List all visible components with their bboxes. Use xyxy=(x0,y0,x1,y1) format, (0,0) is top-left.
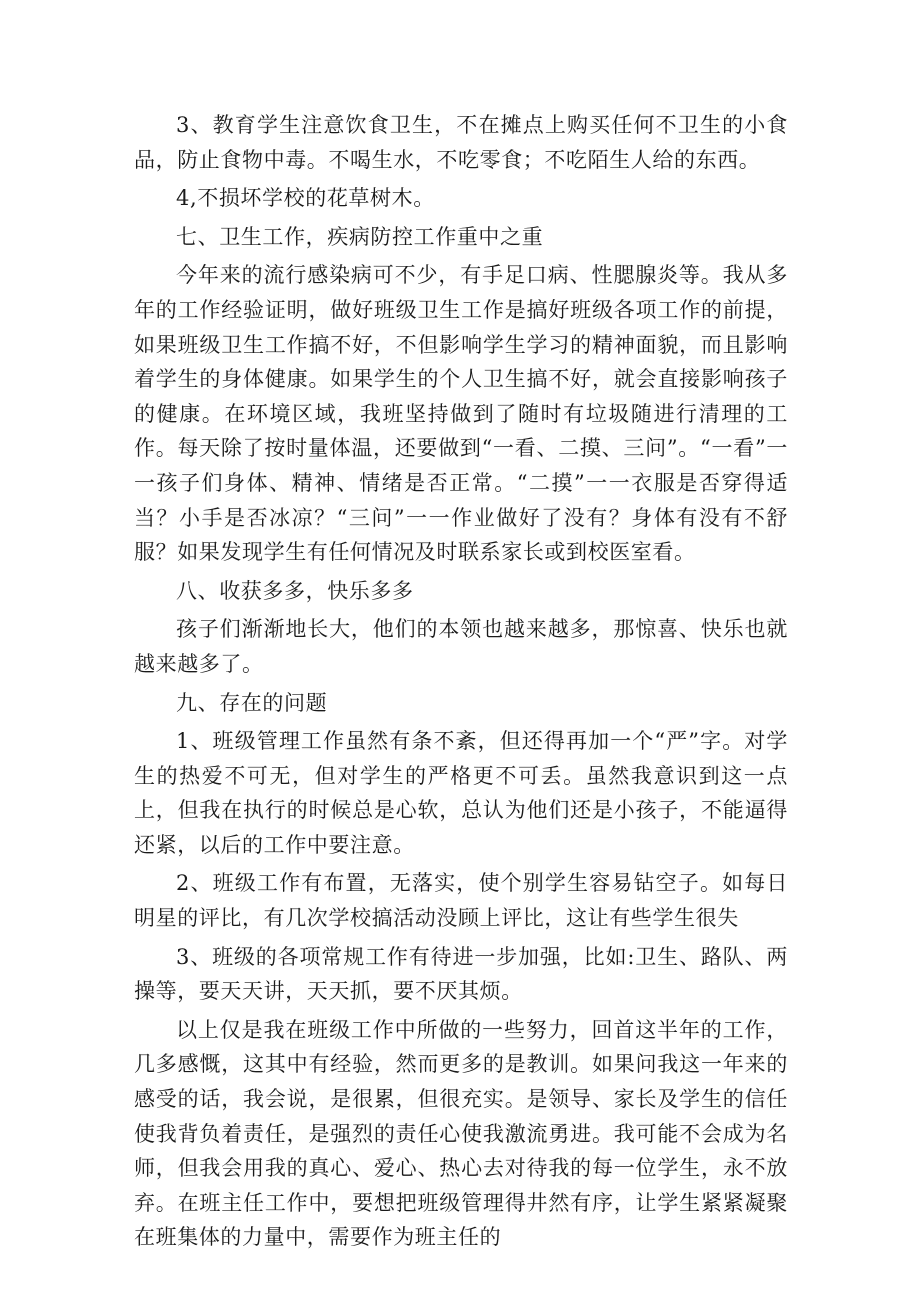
section-heading-8: 八、收获多多，快乐多多 xyxy=(176,578,414,603)
paragraph-1: 3、教育学生注意饮食卫生，不在摊点上购买任何不卫生的小食品，防止食物中毒。不喝生水，不吃零食；不吃陌生人给的东西。 xyxy=(134,113,788,172)
paragraph-11: 以上仅是我在班级工作中所做的一些努力，回首这半年的工作，几多感慨，这其中有经验，然而更多的是教训。如果问我这一年来的感受的话，我会说，是很累，但很充实。是领导、家长及学生的信任使我背负着责任，是强烈的责任心使我激流勇进。我可能不会成为名师，但我会用我的真心、爱心、热心去对待我的每一位学生，永不放弃。在班主任工作中，要想把班级管理得井然有序，让学生紧紧凝聚在班集体的力量中，需要作为班主任的 xyxy=(134,1017,788,1250)
paragraph-8: 1、班级管理工作虽然有条不紊，但还得再加一个“严”字。对学生的热爱不可无，但对学生的严格更不可丢。虽然我意识到这一点上，但我在执行的时候总是心软，总认为他们还是小孩子，不能逼得还紧，以后的工作中要注意。 xyxy=(134,729,788,857)
document-body xyxy=(134,108,788,1255)
paragraph-6: 孩子们渐渐地长大，他们的本领也越来越多，那惊喜、快乐也就越来越多了。 xyxy=(134,617,788,676)
paragraph-10: 3、班级的各项常规工作有待进一步加强，比如:卫生、路队、两操等，要天天讲，天天抓，要不厌其烦。 xyxy=(134,944,788,1004)
paragraph-9: 2、班级工作有布置，无落实，使个别学生容易钻空子。如每日明星的评比，有几次学校搞活动没顾上评比，这让有些学生很失 xyxy=(134,871,788,931)
section-heading-7: 七、卫生工作，疾病防控工作重中之重 xyxy=(176,224,544,249)
section-heading-9: 九、存在的问题 xyxy=(176,690,328,715)
paragraph-4: 今年来的流行感染病可不少，有手足口病、性腮腺炎等。我从多年的工作经验证明，做好班级卫生工作是搞好班级各项工作的前提，如果班级卫生工作搞不好，不但影响学生学习的精神面貌，而且影响着学生的身体健康。如果学生的个人卫生搞不好，就会直接影响孩子的健康。在环境区域，我班坚持做到了随时有垃圾随进行清理的工作。每天除了按时量体温，还要做到“一看、二摸、三问”。“一看”一一孩子们身体、精神、情绪是否正常。“二摸”一一衣服是否穿得适当？小手是否冰凉？“三问”一一作业做好了没有？身体有没有不舒服？如果发现学生有任何情况及时联系家长或到校医室看。 xyxy=(134,263,788,565)
paragraph-2: 4,不损坏学校的花草树木。 xyxy=(176,186,435,211)
